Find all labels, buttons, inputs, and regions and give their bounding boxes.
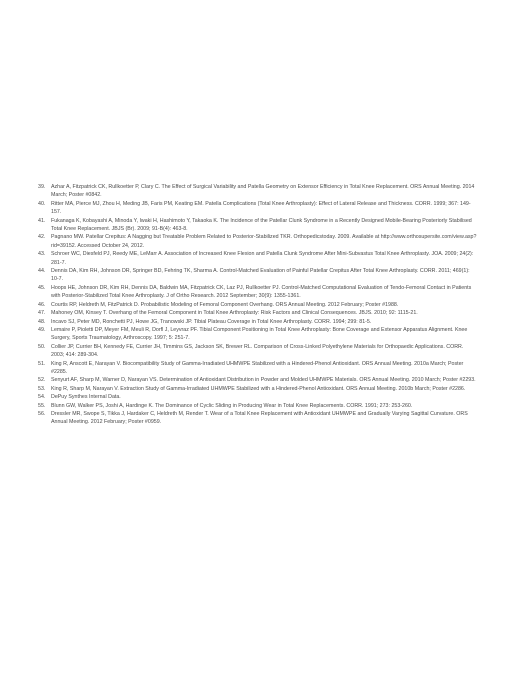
reference-number: 47.	[38, 310, 46, 317]
reference-number: 56.	[38, 410, 46, 417]
reference-text: Ritter MA, Pierce MJ, Zhou H, Meding JB, Faris PM, Keating EM. Patella Complications (Total Knee Arthroplasty): Effect of Lateral Release and Thickness. CORR. 1999; 367: 149-157.	[51, 200, 471, 216]
reference-number: 39.	[38, 184, 46, 190]
reference-item	[38, 343, 478, 360]
reference-item	[38, 318, 478, 326]
reference-item	[38, 410, 478, 427]
reference-item	[38, 233, 478, 250]
reference-text: Azhar A, Fitzpatrick CK, Rullkoetter P, Clary C. The Effect of Surgical Variability and Patella Geometry on Extensor Efficiency in Total Knee Replacement. ORS Annual Meeting. 2014 March; Poster #0842.	[51, 184, 475, 199]
reference-text: Blunn GW, Walker PS, Joshi A, Hardinge K. The Dominance of Cyclic Sliding in Producing Wear in Total Knee Replacements. CORR. 1991; 273: 253-260.	[51, 402, 413, 409]
reference-number: 45.	[38, 284, 46, 291]
reference-text: Senyurt AF, Sharp M, Warner D, Narayan VS. Determination of Antioxidant Distribution in Powder and Molded UHMWPE Materials. ORS Annual Meeting. 2010 March; Poster #2293.	[51, 377, 476, 384]
reference-item	[38, 284, 478, 301]
reference-text: Hoops HE, Johnson DR, Kim RH, Dennis DA, Baldwin MA, Fitzpatrick CK, Laz PJ, Rullkoetter PJ. Control-Matched Computational Evaluation of Tendo-Femoral Contact in Patients with Posterior-Stabilized Total Knee Arthroplasty. J of Ortho Research. 2012 September; 30(9): 1355-1361.	[51, 284, 472, 300]
reference-item	[38, 183, 478, 200]
reference-number: 41.	[38, 217, 46, 224]
reference-number: 40.	[38, 200, 46, 207]
reference-text: Lemaire P, Pioletti DP, Meyer FM, Meuli R, Dorfl J, Leyvraz PF. Tibial Component Positioning in Total Knee Arthroplasty: Bone Coverage and Extensor Apparatus Alignment. Knee Surgery, Sports Traumatology, Arthroscopy. 1997; 5: 251-7.	[51, 326, 468, 342]
reference-text: Pagnano MW. Patellar Crepitus: A Nagging but Treatable Problem Related to Posterior-Stabilized TKR. Orthopedicstoday. 2009. Available at http://www.orthosupersite.com/view.asp?rid=39152. Accessed October 24, 2012.	[51, 234, 477, 249]
reference-item	[38, 376, 478, 384]
reference-number: 51.	[38, 360, 46, 367]
reference-number: 50.	[38, 343, 46, 350]
reference-number: 49.	[38, 326, 46, 333]
reference-number: 46.	[38, 301, 46, 308]
reference-item	[38, 301, 478, 309]
reference-number: 53.	[38, 385, 46, 392]
reference-list	[38, 183, 478, 427]
reference-text: DePuy Synthes Internal Data.	[51, 394, 121, 401]
reference-text: Fukanaga K, Kobayashi A, Minoda Y, Iwaki H, Hashimoto Y, Takaoka K. The Incidence of the Patellar Clunk Syndrome in a Recently Designed Mobile-Bearing Posteriorly Stabilised Total Knee Replacement. JBJS (Br). 2009; 91-B(4): 463-8.	[51, 217, 472, 233]
reference-number: 54.	[38, 394, 46, 401]
reference-item	[38, 393, 478, 401]
reference-number: 55.	[38, 402, 46, 409]
reference-item	[38, 385, 478, 393]
reference-text: King R, Sharp M, Narayan V. Extraction Study of Gamma-Irradiated UHMWPE Stabilized with a Hindered-Phenol Antioxidant. ORS Annual Meeting. 2010b March; Poster #2286.	[51, 385, 466, 392]
reference-number: 48.	[38, 318, 46, 325]
reference-item	[38, 217, 478, 234]
reference-text: King R, Anscott E, Narayan V. Biocompatibility Study of Gamma-Irradiated UHMWPE Stabilized with a Hindered-Phenol Antioxidant. ORS Annual Meeting. 2010a March; Poster #2285.	[51, 360, 464, 375]
reference-item	[38, 402, 478, 410]
reference-text: Courtis RP, Heldreth M, FitzPatrick D. Probabilistic Modeling of Femoral Component Overhang. ORS Annual Meeting. 2012 February; Poster #1988.	[51, 301, 399, 308]
reference-item	[38, 267, 478, 284]
reference-number: 44.	[38, 268, 46, 275]
reference-item	[38, 360, 478, 377]
reference-item	[38, 200, 478, 217]
reference-text: Incavo SJ, Peter MD, Ronchetti PJ, Howe JG, Tranowski JP. Tibial Plateau Coverage in Total Knee Arthroplasty. CORR. 1994; 299: 81-5.	[51, 318, 372, 325]
reference-number: 42.	[38, 234, 46, 241]
reference-item	[38, 326, 478, 343]
reference-item	[38, 250, 478, 267]
reference-number: 52.	[38, 377, 46, 384]
reference-text: Dressler MR, Swope S, Tikka J, Hardaker C, Heldreth M, Render T. Wear of a Total Knee Replacement with Antioxidant UHMWPE and Gradually Varying Sagittal Curvature. ORS Annual Meeting. 2012 February; Poster #0959.	[51, 410, 468, 426]
reference-text: Dennis DA, Kim RH, Johnson DR, Springer BD, Fehring TK, Sharma A. Control-Matched Evaluation of Painful Patellar Crepitus After Total Knee Arthroplasty. CORR. 2011; 469(1): 10-7.	[51, 268, 470, 283]
reference-text: Collier JP, Currier BH, Kennedy FE, Currier JH, Timmins GS, Jackson SK, Brewer RL. Comparison of Cross-Linked Polyethylene Materials for Orthopaedic Applications. CORR. 2003; 414: 289-304.	[51, 343, 464, 359]
reference-number: 43.	[38, 251, 46, 258]
reference-text: Schroer WC, Diesfeld PJ, Reedy ME, LeMarr A. Association of Increased Knee Flexion and Patella Clunk Syndrome After Mini-Subvastus Total Knee Arthroplasty. JOA. 2009; 24(2): 281-7.	[51, 251, 474, 266]
reference-item	[38, 309, 478, 317]
reference-text: Mahoney OM, Kinsey T. Overhang of the Femoral Component in Total Knee Arthroplasty: Risk Factors and Clinical Consequences. JBJS. 2010; 92: 1115-21.	[51, 310, 418, 317]
